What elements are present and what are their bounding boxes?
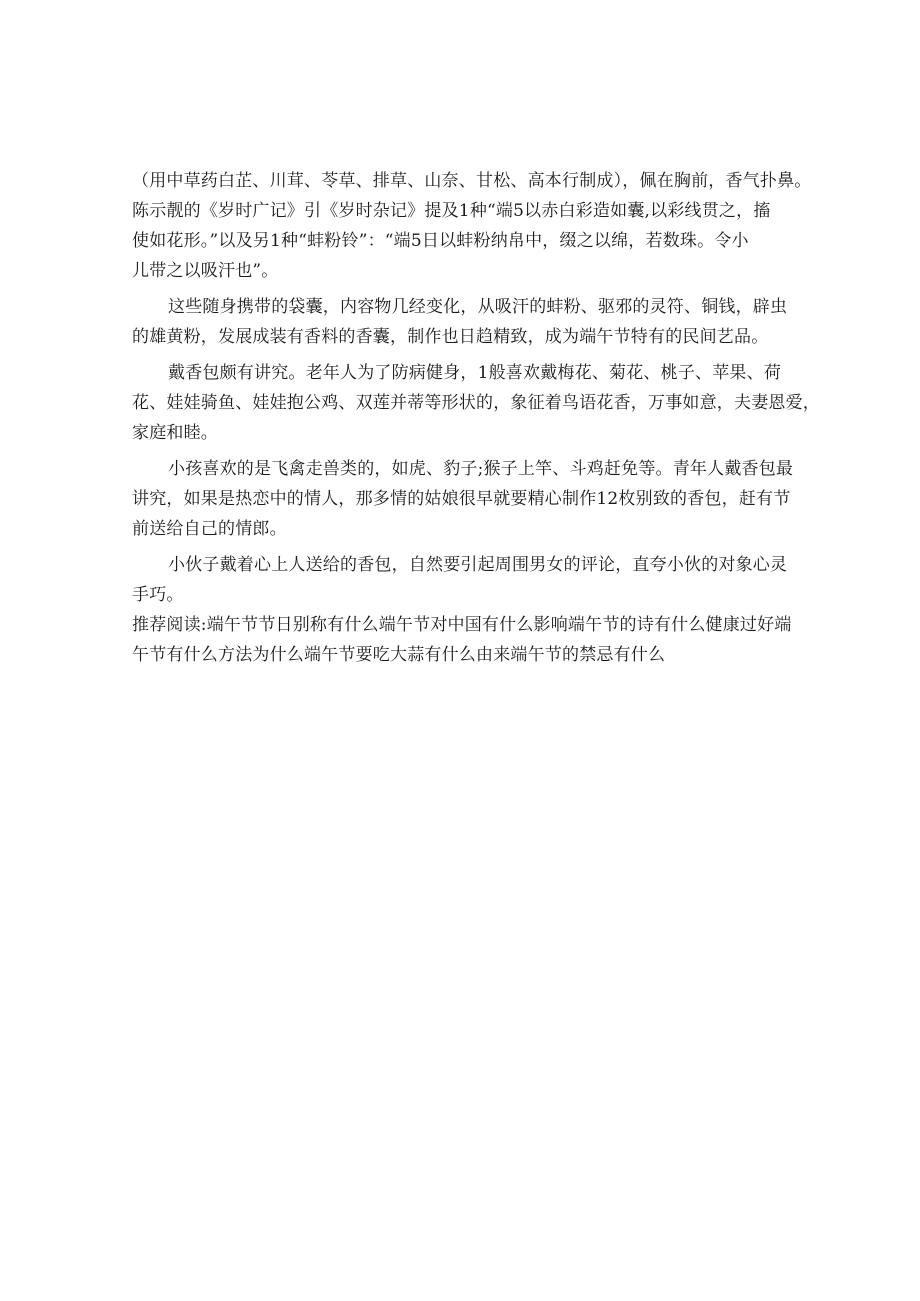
text-line: 小孩喜欢的是飞禽走兽类的，如虎、豹子;猴子上竿、斗鸡赶免等。青年人戴香包最 (168, 459, 794, 479)
recommended-links[interactable]: 端午节节日别称有什么端午节对中国有什么影响端午节的诗有什么健康过好端 (206, 615, 792, 635)
text-line: 花、娃娃骑鱼、娃娃抱公鸡、双莲并蒂等形状的，象征着鸟语花香，万事如意，夫妻恩爱， (132, 393, 820, 413)
text-line: 的雄黄粉，发展成装有香料的香囊，制作也日趋精致，成为端午节特有的民间艺品。 (132, 327, 769, 347)
text-line: 使如花形。”以及另1种“蚌粉铃”：“端5日以蚌粉纳帛中，缀之以绵，若数珠。令小 (132, 231, 749, 251)
recommended-reading-line (132, 610, 804, 640)
text-line: 这些随身携带的袋囊，内容物几经变化，从吸汗的蚌粉、驱邪的灵符、铜钱，辟虫 (168, 297, 788, 317)
text-line: 家庭和睦。 (132, 423, 218, 443)
paragraph-young-man (132, 550, 804, 610)
text-line: 儿带之以吸汗也”。 (132, 261, 279, 281)
paragraph-elderly-sachets (132, 358, 820, 448)
text-line: 手巧。 (132, 585, 184, 605)
article-body (132, 166, 820, 670)
text-line: 小伙子戴着心上人送给的香包，自然要引起周围男女的评论，直夸小伙的对象心灵 (168, 555, 788, 575)
recommended-reading-label: 推荐阅读: (132, 615, 207, 635)
text-line: 戴香包颇有讲究。老年人为了防病健身，1般喜欢戴梅花、菊花、桃子、苹果、荷 (168, 363, 782, 383)
text-line: 讲究，如果是热恋中的情人，那多情的姑娘很早就要精心制作12枚别致的香包，赶有节 (132, 489, 791, 509)
text-line: 陈示靓的《岁时广记》引《岁时杂记》提及1种“端5以赤白彩造如囊,以彩线贯之，搐 (132, 201, 771, 221)
recommended-reading (132, 610, 804, 670)
recommended-links-continued[interactable]: 午节有什么方法为什么端午节要吃大蒜有什么由来端午节的禁忌有什么 (132, 645, 666, 665)
paragraph-sachet-history (132, 166, 812, 286)
text-line: 前送给自己的情郎。 (132, 519, 287, 539)
text-line: （用中草药白芷、川茸、苓草、排草、山奈、甘松、高本行制成），佩在胸前，香气扑鼻。 (132, 171, 812, 191)
paragraph-young-sachets (132, 454, 804, 544)
paragraph-sachet-contents (132, 292, 804, 352)
